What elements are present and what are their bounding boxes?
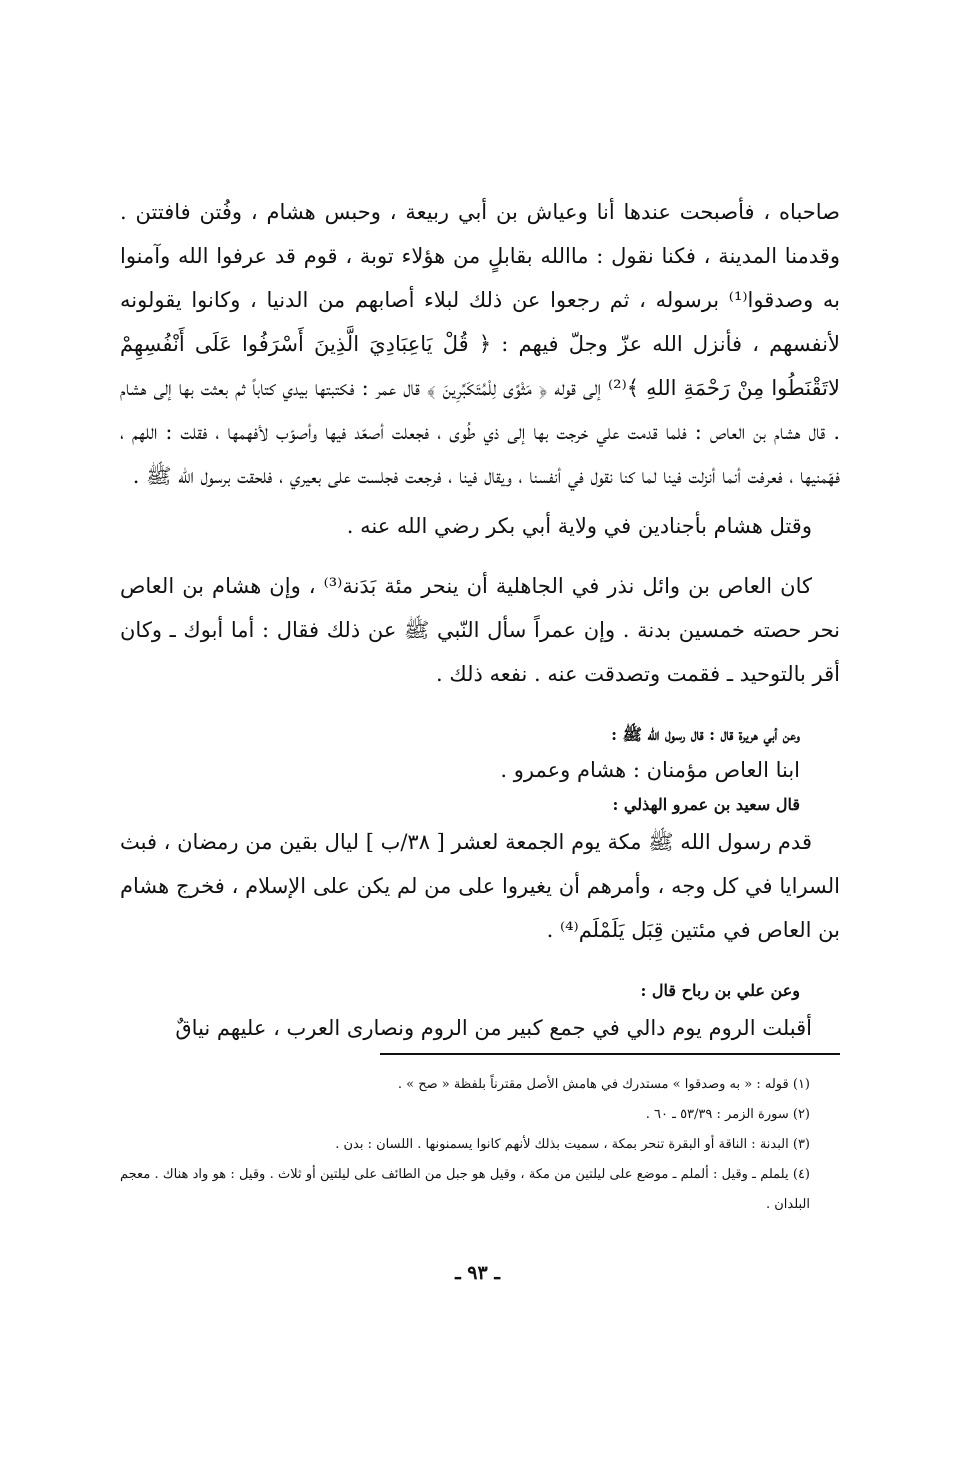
footnote-4: (٤) يلملم ـ وقيل : ألملم ـ موضع على ليلتين من مكة ، وقيل هو جبل من الطائف على ليلتين أو ثلاث . وقيل : هو واد هناك . معجم البلدان . [120, 1167, 810, 1212]
page-number: ـ ٩٣ ـ [455, 1262, 500, 1284]
paragraph-1: صاحباه ، فأصبحت عندها أنا وعياش بن أبي ربيعة ، وحبس هشام ، وفُتن فافتتن . وقدمنا المدينة ، فكنا نقول : ماالله بقابلٍ من هؤلاء توبة ، قوم قد عرفوا الله وآمنوا به وصدقوا⁽¹⁾ برسوله ، ثم رجعوا عن ذلك لبلاء أصابهم من الدنيا ، وكانوا يقولونه لأنفسهم ، فأنزل الله عزّ وجلّ فيهم : ﴿ قُلْ يَاعِبَادِيَ الَّذِينَ أَسْرَفُوا عَلَى أَنْفُسِهِمْ لاتَقْنَطُوا مِنْ رَحْمَةِ اللهِ ﴾⁽²⁾ إلى قوله ﴿ مَثْوًى لِلْمُتَكَبِّرِينَ ﴾ قال عمر : فكتبتها بيدي كتاباً ثم بعثت بها إلى هشام . قال هشام بن العاص : فلما قدمت علي خرجت بها إلى ذي طُوى ، فجعلت أصعّد فيها وأصوّب لأفهمها ، فقلت : اللهم ، فهّمنيها ، فعرفت أنما أنزلت فينا لما كنا نقول في أنفسنا ، ويقال فينا ، فرجعت فجلست على بعيري ، فلحقت برسول الله ﷺ . [120, 200, 841, 488]
footnote-1: (١) قوله : « به وصدقوا » مستدرك في هامش الأصل مقترناً بلفظة « صح » . [397, 1077, 810, 1092]
paragraph-5: أقبلت الروم يوم دالي في جمع كبير من الروم ونصارى العرب ، عليهم نياقٌ [175, 1016, 812, 1040]
footnotes [120, 1070, 840, 1220]
footnote-3: (٣) البدنة : الناقة أو البقرة تنحر بمكة ، سميت بذلك لأنهم كانوا يسمنونها . اللسان : بدن . [335, 1137, 810, 1152]
hadith-heading: وعن أبي هريرة قال : قال رسول الله ﷺ : [611, 725, 800, 744]
paragraph-2: وقتل هشام بأجنادين في ولاية أبي بكر رضي الله عنه . [346, 514, 812, 538]
footnote-separator [380, 1053, 840, 1055]
paragraph-3: كان العاص بن وائل نذر في الجاهلية أن ينحر مئة بَدَنة⁽³⁾ ، وإن هشام بن العاص نحر حصته خمسين بدنة . وإن عمراً سأل النّبي ﷺ عن ذلك فقال : أما أبوك ـ وكان أقر بالتوحيد ـ فقمت وتصدقت عنه . نفعه ذلك . [120, 574, 840, 686]
main-text [120, 190, 840, 1050]
footnote-2: (٢) سورة الزمر : ٥٣/٣٩ ـ ٦٠ . [645, 1107, 810, 1122]
paragraph-4: قدم رسول الله ﷺ مكة يوم الجمعة لعشر [ ٣٨/ب ] ليال بقين من رمضان ، فبث السرايا في كل وجه ، وأمرهم أن يغيروا على من لم يكن على الإسلام ، فخرج هشام بن العاص في مئتين قِبَل يَلَمْلَم⁽⁴⁾ . [120, 830, 840, 942]
narrator-heading: قال سعيد بن عمرو الهذلي : [612, 795, 800, 814]
hadith-text: ابنا العاص مؤمنان : هشام وعمرو . [500, 758, 800, 782]
narrator-heading-2: وعن علي بن رباح قال : [640, 981, 800, 1000]
